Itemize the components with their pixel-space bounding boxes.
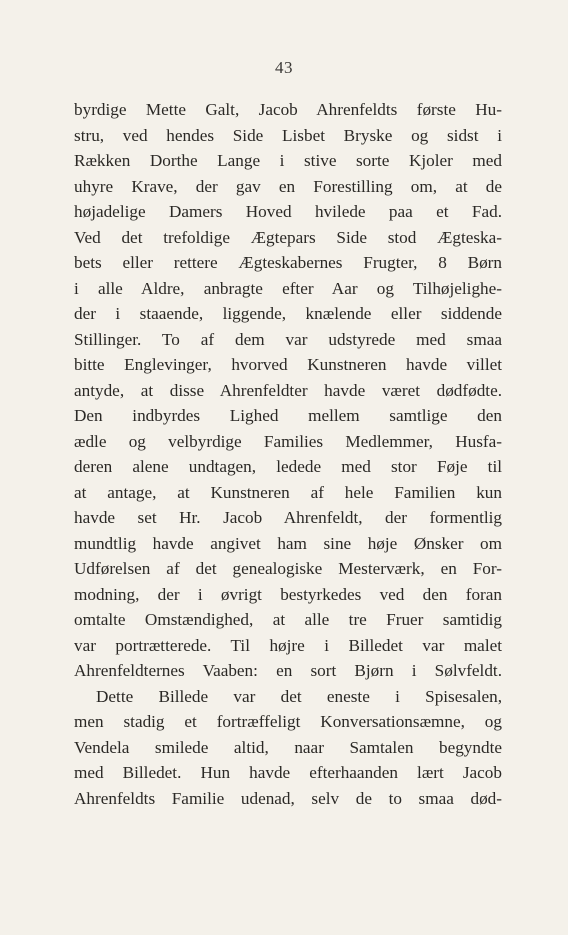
text-line: Ahrenfeldternes Vaaben: en sort Bjørn i Sølvfeldt. <box>74 661 502 680</box>
text-line: i alle Aldre, anbragte efter Aar og Tilhøjelighe- <box>74 278 502 298</box>
page-number: 43 <box>275 58 293 77</box>
text-line: Udførelsen af det genealogiske Mesterværk, en For- <box>74 559 502 578</box>
text-line: antyde, at disse Ahrenfeldter havde været dødfødte. <box>74 380 502 400</box>
text-line: men stadig et fortræffeligt Konversationsæmne, og <box>74 712 502 731</box>
text-line: der i staaende, liggende, knælende eller siddende <box>74 304 502 323</box>
text-line: Vendela smilede altid, naar Samtalen begyndte <box>74 737 502 757</box>
body-text <box>74 97 502 811</box>
text-line: med Billedet. Hun havde efterhaanden lært Jacob <box>74 763 502 782</box>
text-line-paragraph-start: Dette Billede var det eneste i Spisesalen, <box>96 686 502 706</box>
text-line: at antage, at Kunstneren af hele Familien kun <box>74 482 502 502</box>
text-line: bets eller rettere Ægteskabernes Frugter, 8 Børn <box>74 253 502 272</box>
text-line: Den indbyrdes Lighed mellem samtlige den <box>74 406 502 425</box>
text-line: var portrætterede. Til højre i Billedet var malet <box>74 635 502 655</box>
text-line: modning, der i øvrigt bestyrkedes ved den foran <box>74 584 502 604</box>
text-line: Ahrenfeldts Familie udenad, selv de to smaa død- <box>74 788 502 808</box>
text-line: bitte Englevinger, hvorved Kunstneren havde villet <box>74 355 502 374</box>
text-line: Stillinger. To af dem var udstyrede med smaa <box>74 329 502 349</box>
text-line: deren alene undtagen, ledede med stor Føje til <box>74 457 502 476</box>
text-line: stru, ved hendes Side Lisbet Bryske og sidst i <box>74 125 502 145</box>
text-line: ædle og velbyrdige Families Medlemmer, Husfa- <box>74 431 502 451</box>
text-line: byrdige Mette Galt, Jacob Ahrenfeldts første Hu- <box>74 100 502 119</box>
text-line: Rækken Dorthe Lange i stive sorte Kjoler med <box>74 151 502 170</box>
text-line: mundtlig havde angivet ham sine høje Ønsker om <box>74 533 502 553</box>
text-line: Ved det trefoldige Ægtepars Side stod Ægteska- <box>74 227 502 247</box>
text-line: havde set Hr. Jacob Ahrenfeldt, der formentlig <box>74 508 502 527</box>
text-line: uhyre Krave, der gav en Forestilling om, at de <box>74 176 502 196</box>
text-line: omtalte Omstændighed, at alle tre Fruer samtidig <box>74 610 502 629</box>
text-line: højadelige Damers Hoved hvilede paa et Fad. <box>74 202 502 221</box>
